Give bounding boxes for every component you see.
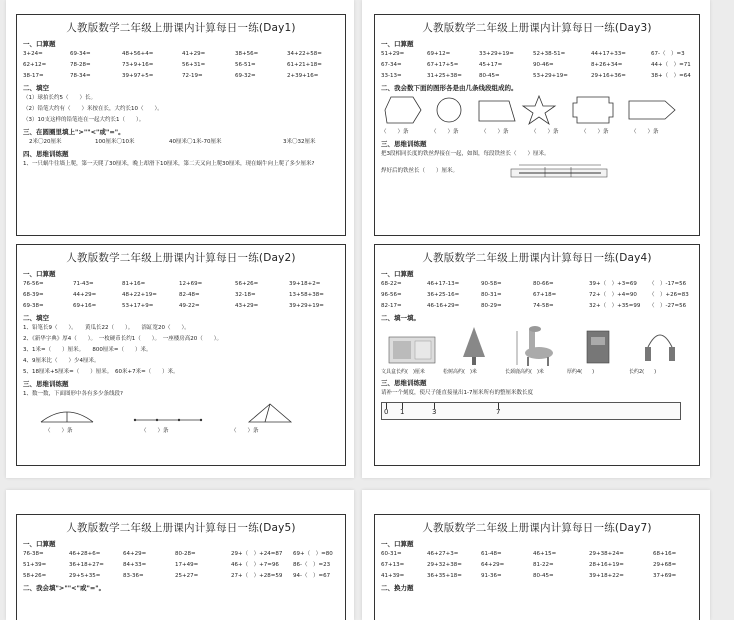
day7-title: 人教版数学二年级上册课内计算每日一练(Day7) [422, 522, 652, 534]
day4-section-thinking: 三、思维训练题 [381, 379, 427, 387]
oral-item: 8+26+34= [591, 62, 623, 68]
worksheet-day2 [16, 244, 346, 466]
oral-item: 49-22= [179, 303, 200, 309]
oral-item: 33-13= [381, 73, 402, 79]
oral-item: 39+97+5= [122, 73, 154, 79]
day4-pic-label-2: 松树高约( )米 [443, 369, 477, 375]
day3-shape-label-6: （ ）条 [631, 129, 659, 135]
oral-item: 28+16+19= [589, 562, 624, 568]
cross-shape [571, 95, 615, 125]
oral-item: 12+69= [179, 281, 203, 287]
day1-section-thinking: 四、思维训练题 [23, 150, 69, 158]
triangle-figure [245, 402, 295, 426]
day1-compare-row [23, 137, 339, 148]
star-shape [521, 94, 557, 126]
oral-item: 39+18+2= [289, 281, 321, 287]
day5-oral-grid [23, 549, 339, 582]
oral-item: 39+（ ）+3=69 [589, 281, 637, 287]
oral-item: 80-31= [481, 292, 502, 298]
day2-section-oral: 一、口算题 [23, 270, 56, 278]
worksheet-day5 [16, 514, 346, 620]
ruler-mark-0: 0 [384, 408, 389, 416]
oral-item: 3+24= [23, 51, 43, 57]
arrow-shape [627, 95, 677, 125]
oral-item: 80-66= [533, 281, 554, 287]
oral-item: 46+28+6= [69, 551, 101, 557]
day4-title: 人教版数学二年级上册课内计算每日一练(Day4) [422, 252, 652, 264]
day1-compare-2: 100厘米〇10米 [95, 139, 135, 145]
oral-item: 52+38-51= [533, 51, 566, 57]
jump-rope-picture [629, 327, 691, 367]
day1-section-fill: 二、填空 [23, 84, 49, 92]
oral-item: 38-17= [23, 73, 44, 79]
oral-item: 45+17= [479, 62, 503, 68]
oral-item: 68+16= [653, 551, 677, 557]
oral-item: 44+29= [73, 292, 97, 298]
day4-pic-label-5: 长约2( ) [629, 369, 657, 375]
day2-fill-4: 4、9厘米比（ ）少4厘米。 [23, 358, 100, 364]
pine-tree-picture [443, 325, 505, 367]
day5-section-oral: 一、口算题 [23, 540, 56, 548]
oral-item: 80-45= [479, 73, 500, 79]
oral-item: 80-29= [481, 303, 502, 309]
oral-item: 39+29+19= [289, 303, 324, 309]
day2-fill-3: 3、1米=（ ）厘米。 800厘米=（ ）米。 [23, 347, 152, 353]
oral-item: 67-（ ）=3 [651, 51, 685, 57]
worksheet-day7 [374, 514, 700, 620]
oral-item: 73+9+16= [122, 62, 154, 68]
oral-item: 51+39= [23, 562, 47, 568]
oral-item: 69-38= [23, 303, 44, 309]
day1-compare-1: 2米〇20厘米 [29, 139, 62, 145]
oral-item: （ ）+26=83 [649, 292, 689, 298]
oral-item: 71-43= [73, 281, 94, 287]
day4-pic-label-1: 文具盒长约( )厘米 [381, 369, 425, 375]
oral-item: 48+22+19= [122, 292, 157, 298]
day4-problem: 请补一个刻度，使尺子能直接量出1-7厘米所有的整厘米数长度 [381, 390, 533, 396]
dotted-line-figure [131, 404, 241, 426]
day3-shape-labels [381, 127, 693, 138]
oral-item: 76-38= [23, 551, 44, 557]
day4-pic-label-4: 厚约4( ) [567, 369, 595, 375]
oral-item: 69+（ ）=80 [293, 551, 333, 557]
oral-item: 80-45= [533, 573, 554, 579]
oral-item: 29+32+38= [427, 562, 462, 568]
day2-oral-grid [23, 279, 339, 312]
oral-item: 56-51= [235, 62, 256, 68]
oral-item: 94-（ ）=67 [293, 573, 331, 579]
oral-item: 27+（ ）+28=59 [231, 573, 283, 579]
oral-item: 29+16+36= [591, 73, 626, 79]
oral-item: 46-16+29= [427, 303, 460, 309]
day1-oral-grid [23, 49, 339, 82]
day2-fill-1: 1、铅笔长9（ ）。 黄瓜长22（ ）。 浴缸宽20（ ）。 [23, 325, 190, 331]
oral-item: 44+17+33= [591, 51, 626, 57]
day2-section-thinking: 三、思维训练题 [23, 380, 69, 388]
oral-item: 61+21+18= [287, 62, 322, 68]
worksheet-day4 [374, 244, 700, 466]
oral-item: 29+38+24= [589, 551, 624, 557]
day2-fill-2: 2、《新华字典》厚4（ ）。 一枚硬币长约1（ ）。 一座楼房高20（ ）。 [23, 336, 222, 342]
day1-title: 人教版数学二年级上册课内计算每日一练(Day1) [66, 22, 296, 34]
oral-item: 80-28= [175, 551, 196, 557]
day4-section-fill: 二、填一填。 [381, 314, 420, 322]
oral-item: 76-56= [23, 281, 44, 287]
day2-answer-1: （ ）条 [45, 428, 73, 434]
oral-item: 38+56= [235, 51, 259, 57]
day1-section-compare: 三、在圆圈里填上">""<"或"="。 [23, 128, 125, 136]
oral-item: 37+69= [653, 573, 677, 579]
worksheet-page-1 [6, 0, 354, 478]
day1-compare-4: 3米〇32厘米 [283, 139, 316, 145]
oral-item: 39+18+22= [589, 573, 624, 579]
day1-fill-3: （3）10支这样的铅笔连在一起大约长1（ ）。 [23, 117, 145, 123]
day3-shape-label-4: （ ）条 [531, 129, 559, 135]
oral-item: 56+31= [182, 62, 206, 68]
oral-item: 43+29= [235, 303, 259, 309]
oral-item: 64+29= [123, 551, 147, 557]
oral-item: 13+58+38= [289, 292, 324, 298]
worksheet-day1 [16, 14, 346, 236]
oral-item: 90-58= [481, 281, 502, 287]
day2-figures [23, 400, 339, 426]
oral-item: 32-18= [235, 292, 256, 298]
oral-item: 69-32= [235, 73, 256, 79]
day2-answer-2: （ ）条 [141, 428, 169, 434]
oral-item: 91-36= [481, 573, 502, 579]
day3-problem-1: 把3段相同长度的铁丝焊接在一起，如图，每段铁丝长（ ）厘米。 [381, 151, 550, 157]
day2-section-fill: 二、填空 [23, 314, 49, 322]
day3-shape-label-3: （ ）条 [481, 129, 509, 135]
worksheet-page-4 [362, 490, 710, 620]
oral-item: 36+35+18= [427, 573, 462, 579]
pencil-case-picture [381, 329, 443, 367]
day3-shape-label-5: （ ）条 [581, 129, 609, 135]
oral-item: 67-34= [381, 62, 402, 68]
oral-item: 69-34= [70, 51, 91, 57]
oral-item: 78-28= [70, 62, 91, 68]
ruler-mark-7: 7 [496, 408, 501, 416]
day3-section-thinking: 三、思维训练题 [381, 140, 427, 148]
oral-item: 46+15= [533, 551, 557, 557]
day4-picture-labels [381, 367, 693, 377]
day1-section-oral: 一、口算题 [23, 40, 56, 48]
day4-ruler [381, 402, 681, 420]
day3-shape-label-2: （ ）条 [431, 129, 459, 135]
oral-item: 78-34= [70, 73, 91, 79]
oral-item: 29+（ ）+24=87 [231, 551, 283, 557]
oral-item: 56+26= [235, 281, 259, 287]
oral-item: 51+29= [381, 51, 405, 57]
day4-oral-grid [381, 279, 693, 312]
ruler-mark-1: 1 [400, 408, 405, 416]
oral-item: 84+33= [123, 562, 147, 568]
oral-item: 36+18+27= [69, 562, 104, 568]
oral-item: 67+13= [381, 562, 405, 568]
oral-item: （ ）-27=56 [649, 303, 687, 309]
day7-oral-grid [381, 549, 693, 582]
day3-section-oral: 一、口算题 [381, 40, 414, 48]
oral-item: 90-46= [533, 62, 554, 68]
day3-oral-grid [381, 49, 693, 82]
oral-item: 81-22= [533, 562, 554, 568]
oral-item: 41+29= [182, 51, 206, 57]
day3-shape-label-1: （ ）条 [381, 129, 409, 135]
oral-item: 34+22+58= [287, 51, 322, 57]
circle-shape [435, 95, 471, 125]
day3-wire-row [381, 160, 693, 182]
day2-title: 人教版数学二年级上册课内计算每日一练(Day2) [66, 252, 296, 264]
oral-item: 46+17-13= [427, 281, 460, 287]
day1-fill-2: （2）铅笔大约有（ ）米按在长，大约长10（ ）。 [23, 106, 163, 112]
giraffe-picture [505, 325, 567, 367]
oral-item: 2+39+16= [287, 73, 319, 79]
day2-fill-5: 5、18厘米+5厘米=（ ）厘米。 60米+7米=（ ）米。 [23, 369, 179, 375]
book-picture [567, 327, 629, 367]
oral-item: 96-56= [381, 292, 402, 298]
oral-item: 29+68= [653, 562, 677, 568]
oral-item: 46+（ ）+7=96 [231, 562, 279, 568]
worksheet-page-3 [6, 490, 354, 620]
ruler-mark-3: 3 [432, 408, 437, 416]
day4-section-oral: 一、口算题 [381, 270, 414, 278]
oral-item: 25+27= [175, 573, 199, 579]
oral-item: 31+25+38= [427, 73, 462, 79]
oral-item: 60-31= [381, 551, 402, 557]
oral-item: 53+29+19= [533, 73, 568, 79]
oral-item: 38+（ ）=64 [651, 73, 691, 79]
oral-item: 46+27+3= [427, 551, 459, 557]
day3-title: 人教版数学二年级上册课内计算每日一练(Day3) [422, 22, 652, 34]
oral-item: 17+49= [175, 562, 199, 568]
day4-pictures [381, 323, 693, 367]
oral-item: 69+16= [73, 303, 97, 309]
oral-item: 72+（ ）+4=90 [589, 292, 637, 298]
oral-item: 61-48= [481, 551, 502, 557]
pentagon-shape [383, 95, 423, 125]
oral-item: （ ）-17=56 [649, 281, 687, 287]
oral-item: 33+29+19= [479, 51, 514, 57]
oral-item: 72-19= [182, 73, 203, 79]
day5-section-compare: 二、我会填">""<"或"="。 [23, 584, 106, 592]
day7-section-oral: 一、口算题 [381, 540, 414, 548]
day4-pic-label-3: 长颈鹿高约( )米 [505, 369, 544, 375]
oral-item: 74-58= [533, 303, 554, 309]
oral-item: 82-48= [179, 292, 200, 298]
oral-item: 53+17+9= [122, 303, 154, 309]
day3-shapes [381, 93, 693, 127]
day2-answers [23, 426, 339, 437]
oral-item: 32+（ ）+35=99 [589, 303, 641, 309]
oral-item: 41+39= [381, 573, 405, 579]
oral-item: 69+12= [427, 51, 451, 57]
oral-item: 36+25-16= [427, 292, 460, 298]
day2-problem: 1、数一数，下面图形中各有多少条线段? [23, 391, 123, 397]
day2-answer-3: （ ）条 [231, 428, 259, 434]
arc-segments-figure [39, 404, 95, 426]
oral-item: 67+18= [533, 292, 557, 298]
oral-item: 83-36= [123, 573, 144, 579]
worksheet-page-2 [362, 0, 710, 478]
oral-item: 29+5+35= [69, 573, 101, 579]
day7-section-2: 二、换力题 [381, 584, 414, 592]
oral-item: 64+29= [481, 562, 505, 568]
day1-compare-3: 40厘米〇1米-70厘米 [169, 139, 222, 145]
welded-wire-figure [509, 161, 613, 181]
oral-item: 81+16= [122, 281, 146, 287]
oral-item: 82-17= [381, 303, 402, 309]
oral-item: 62+12= [23, 62, 47, 68]
day1-fill-1: （1）球拍长约5（ ）长。 [23, 95, 96, 101]
oral-item: 48+56+4= [122, 51, 154, 57]
oral-item: 58+26= [23, 573, 47, 579]
day1-problem: 1、一只蜗牛往墙上爬，第一天爬了30厘米，晚上却滑下10厘米，第二天又向上爬30厘米，现在蜗牛向上爬了多少厘米? [23, 161, 315, 167]
day3-section-shapes: 二、我会数下面的图形各是由几条线段组成的。 [381, 84, 518, 92]
trapezoid-shape [475, 95, 519, 125]
oral-item: 68-39= [23, 292, 44, 298]
oral-item: 44+（ ）=71 [651, 62, 691, 68]
worksheet-day3 [374, 14, 700, 236]
day3-problem-2: 焊好后的铁丝长（ ）厘米。 [381, 167, 459, 174]
oral-item: 86-（ ）=23 [293, 562, 331, 568]
day5-title: 人教版数学二年级上册课内计算每日一练(Day5) [66, 522, 296, 534]
oral-item: 68-22= [381, 281, 402, 287]
oral-item: 67+17+5= [427, 62, 459, 68]
